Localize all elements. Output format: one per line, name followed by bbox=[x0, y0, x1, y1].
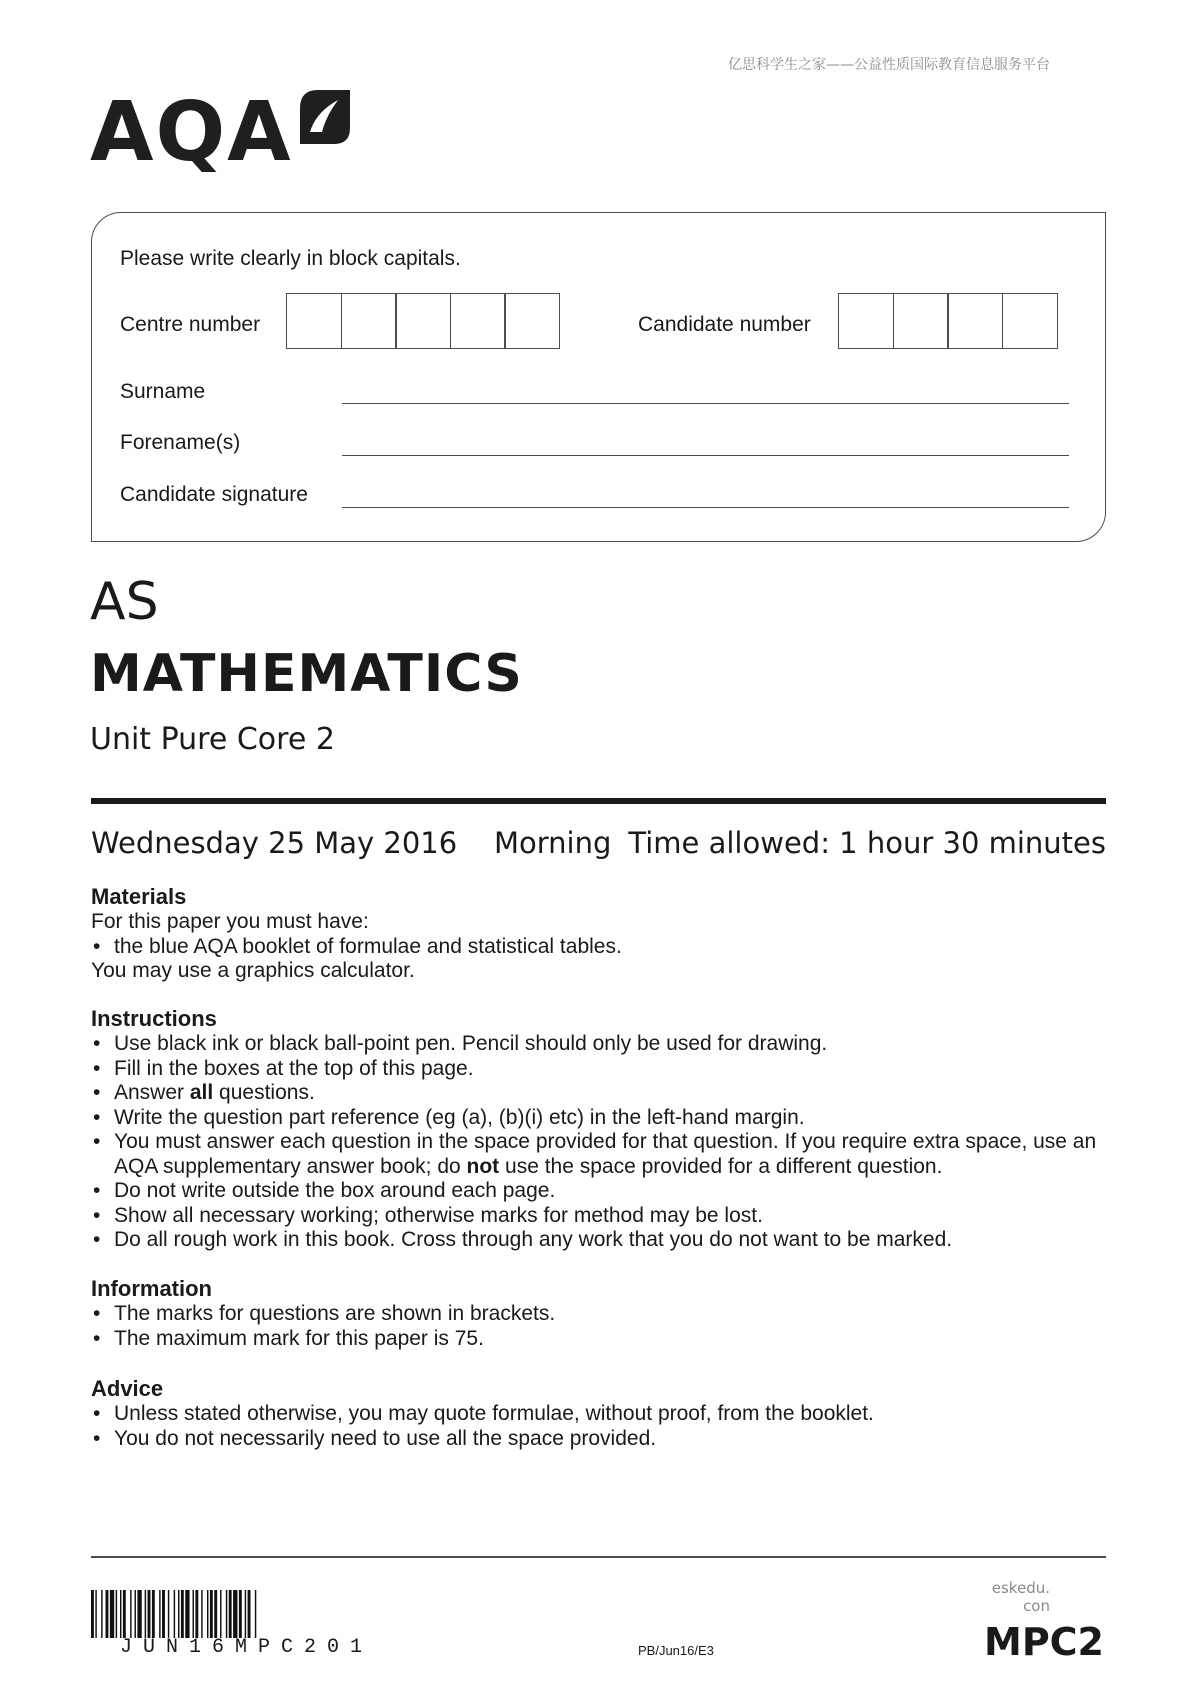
barcode-bar bbox=[123, 1590, 126, 1638]
barcode-bar bbox=[106, 1590, 109, 1638]
subject-title: MATHEMATICS bbox=[90, 644, 523, 704]
candidate-details-box bbox=[91, 212, 1106, 542]
paper-code: MPC2 bbox=[984, 1620, 1104, 1664]
barcode-bar bbox=[168, 1590, 169, 1638]
instruction-emphasis: not bbox=[466, 1154, 500, 1178]
instructions-section bbox=[91, 1006, 1101, 1253]
barcode-bar bbox=[226, 1590, 227, 1638]
instruction-text: use the space provided for a different question. bbox=[499, 1154, 943, 1178]
barcode-bar bbox=[229, 1590, 232, 1638]
centre-number-boxes[interactable] bbox=[286, 293, 560, 349]
instruction-emphasis: all bbox=[189, 1081, 214, 1104]
paper-reference: PB/Jun16/E3 bbox=[638, 1643, 714, 1658]
centre-number-label: Centre number bbox=[120, 313, 261, 336]
advice-item: • Unless stated otherwise, you may quote formulae, without proof, from the booklet. bbox=[91, 1402, 1101, 1427]
instruction-text: Answer bbox=[114, 1081, 190, 1104]
barcode-bar bbox=[214, 1590, 217, 1638]
materials-intro: For this paper you must have: bbox=[91, 910, 369, 933]
barcode-bar bbox=[185, 1590, 189, 1638]
centre-digit-box[interactable] bbox=[395, 293, 451, 349]
barcode-text: JUN16MPC201 bbox=[120, 1636, 374, 1659]
exam-date: Wednesday 25 May 2016 bbox=[91, 826, 458, 860]
instruction-item: • Do not write outside the box around each page. bbox=[91, 1179, 1101, 1204]
barcode-bar bbox=[95, 1590, 96, 1638]
instruction-item: • Show all necessary working; otherwise marks for method may be lost. bbox=[91, 1204, 1101, 1229]
barcode-bar bbox=[135, 1590, 136, 1638]
barcode-bar bbox=[145, 1590, 146, 1638]
surname-line[interactable] bbox=[342, 403, 1069, 404]
barcode-bar bbox=[110, 1590, 114, 1638]
forename-line[interactable] bbox=[342, 455, 1069, 456]
advice-section bbox=[91, 1376, 1101, 1451]
instruction-text: You must answer each question in the space provided for that question. If you require extra space, use an AQA supplementary answer book; do bbox=[114, 1130, 1097, 1178]
exam-session: Morning bbox=[494, 826, 612, 860]
instruction-item bbox=[91, 1081, 1101, 1106]
surname-label: Surname bbox=[120, 380, 206, 403]
barcode-bar bbox=[233, 1590, 237, 1638]
barcode-bar bbox=[178, 1590, 179, 1638]
footer-rule bbox=[91, 1556, 1106, 1558]
barcode-bar bbox=[201, 1590, 202, 1638]
candidate-number-boxes[interactable] bbox=[838, 293, 1058, 349]
barcode-bar bbox=[120, 1590, 121, 1638]
candidate-digit-box[interactable] bbox=[1002, 293, 1058, 349]
materials-item: • the blue AQA booklet of formulae and statistical tables. bbox=[91, 935, 1101, 960]
barcode-bar bbox=[210, 1590, 213, 1638]
barcode-bar bbox=[248, 1590, 251, 1638]
barcode-bar bbox=[193, 1590, 194, 1638]
barcode-bar bbox=[220, 1590, 221, 1638]
information-item: • The marks for questions are shown in brackets. bbox=[91, 1302, 1101, 1327]
barcode-bar bbox=[159, 1590, 160, 1638]
centre-digit-box[interactable] bbox=[450, 293, 506, 349]
barcode-bar bbox=[162, 1590, 165, 1638]
signature-line[interactable] bbox=[342, 507, 1069, 508]
materials-note: You may use a graphics calculator. bbox=[91, 959, 415, 982]
materials-heading: Materials bbox=[91, 884, 187, 909]
exam-details bbox=[91, 826, 1106, 866]
barcode bbox=[91, 1590, 446, 1638]
signature-label: Candidate signature bbox=[120, 483, 308, 506]
advice-heading: Advice bbox=[91, 1376, 164, 1401]
qualification-level: AS bbox=[90, 572, 159, 632]
barcode-bar bbox=[255, 1590, 256, 1638]
leaf-icon bbox=[296, 88, 350, 144]
barcode-bar bbox=[181, 1590, 184, 1638]
barcode-bar bbox=[91, 1590, 94, 1638]
time-allowed: Time allowed: 1 hour 30 minutes bbox=[628, 826, 1106, 860]
forename-label: Forename(s) bbox=[120, 431, 241, 454]
barcode-bar bbox=[195, 1590, 198, 1638]
candidate-number-label: Candidate number bbox=[638, 313, 811, 336]
information-section bbox=[91, 1276, 1101, 1351]
candidate-digit-box[interactable] bbox=[893, 293, 949, 349]
materials-section bbox=[91, 884, 1101, 984]
watermark-text: 亿思科学生之家——公益性质国际教育信息服务平台 bbox=[728, 57, 1050, 73]
instructions-heading: Instructions bbox=[91, 1006, 217, 1031]
barcode-bar bbox=[137, 1590, 141, 1638]
instruction-item: • Do all rough work in this book. Cross through any work that you do not want to be marked. bbox=[91, 1228, 1101, 1253]
barcode-bar bbox=[130, 1590, 131, 1638]
instruction-item: • Fill in the boxes at the top of this page. bbox=[91, 1057, 1101, 1082]
aqa-logo bbox=[90, 85, 350, 180]
logo-text: AQA bbox=[90, 85, 293, 180]
barcode-bar bbox=[174, 1590, 175, 1638]
instruction-item: • Write the question part reference (eg (a), (b)(i) etc) in the left-hand margin. bbox=[91, 1106, 1101, 1131]
barcode-bar bbox=[116, 1590, 117, 1638]
centre-digit-box[interactable] bbox=[341, 293, 397, 349]
barcode-bar bbox=[207, 1590, 208, 1638]
instruction-item: • Use black ink or black ball-point pen. Pencil should only be used for drawing. bbox=[91, 1032, 1101, 1057]
barcode-bar bbox=[152, 1590, 155, 1638]
barcode-bar bbox=[239, 1590, 242, 1638]
information-item: • The maximum mark for this paper is 75. bbox=[91, 1327, 1101, 1352]
block-capitals-prompt: Please write clearly in block capitals. bbox=[120, 247, 461, 270]
information-heading: Information bbox=[91, 1276, 212, 1301]
candidate-digit-box[interactable] bbox=[947, 293, 1003, 349]
instruction-item bbox=[91, 1130, 1101, 1179]
divider-rule bbox=[91, 798, 1106, 804]
centre-digit-box[interactable] bbox=[286, 293, 342, 349]
barcode-bar bbox=[101, 1590, 102, 1638]
site-watermark: eskedu. con bbox=[991, 1579, 1050, 1615]
advice-item: • You do not necessarily need to use all the space provided. bbox=[91, 1427, 1101, 1452]
instruction-text: questions. bbox=[213, 1081, 315, 1104]
unit-title: Unit Pure Core 2 bbox=[90, 722, 335, 757]
candidate-digit-box[interactable] bbox=[838, 293, 894, 349]
centre-digit-box[interactable] bbox=[504, 293, 560, 349]
barcode-bar bbox=[148, 1590, 151, 1638]
barcode-bar bbox=[245, 1590, 246, 1638]
